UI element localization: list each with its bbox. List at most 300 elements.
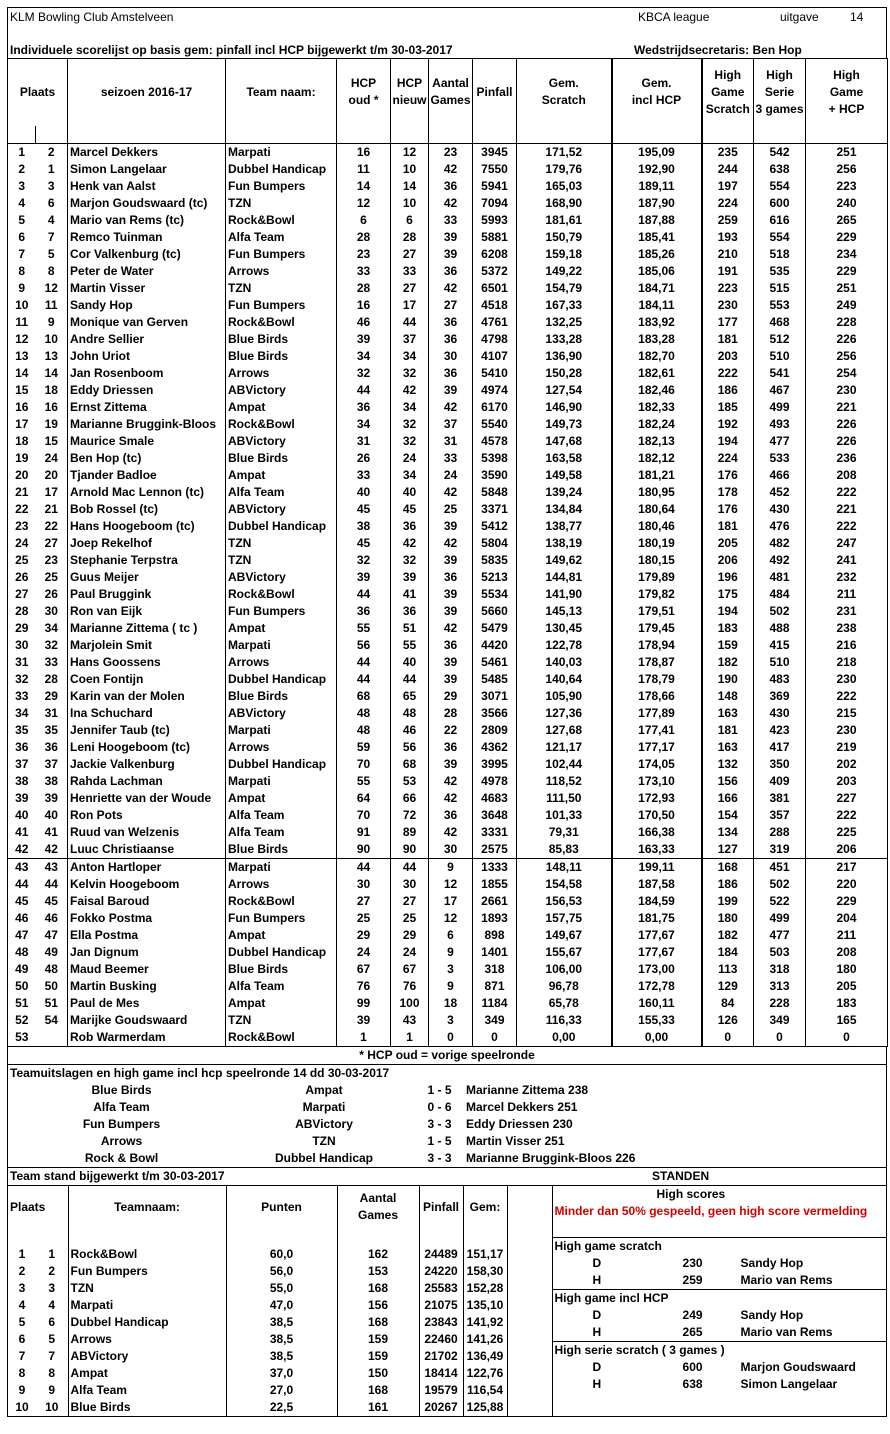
player-cell: 90: [391, 841, 429, 859]
player-cell: Alfa Team: [226, 824, 337, 841]
player-cell: 39: [429, 756, 473, 773]
player-cell: 554: [754, 229, 806, 246]
club-name: KLM Bowling Club Amstelveen: [10, 10, 174, 24]
player-cell: John Uriot: [68, 348, 226, 365]
player-cell: Fun Bumpers: [226, 603, 337, 620]
player-cell: 180,46: [612, 518, 702, 535]
player-cell: 177,17: [612, 739, 702, 756]
player-cell: 100: [391, 995, 429, 1012]
player-row: [8, 280, 888, 297]
high-score-cell: H: [592, 1376, 602, 1391]
team-row: [8, 1348, 507, 1365]
player-row: [8, 688, 888, 705]
team-cell: 6: [18, 1332, 26, 1346]
player-cell: 37: [8, 756, 36, 773]
player-cell: 4798: [473, 331, 517, 348]
player-cell: 192,90: [612, 161, 702, 178]
team-cell: 21075: [419, 1297, 463, 1314]
player-cell: 259: [702, 212, 754, 229]
player-cell: 227: [806, 790, 888, 807]
player-cell: 39: [429, 586, 473, 603]
standings-col-aantal-l2: Games: [358, 1208, 399, 1223]
player-cell: 36: [337, 603, 391, 620]
player-cell: Marpati: [226, 722, 337, 739]
player-cell: 27: [8, 586, 36, 603]
result-cell: Rock & Bowl: [84, 1150, 159, 1165]
player-cell: 178: [702, 484, 754, 501]
player-cell: 70: [337, 756, 391, 773]
player-cell: 170,50: [612, 807, 702, 824]
player-cell: ABVictory: [226, 569, 337, 586]
player-cell: Simon Langelaar: [68, 161, 226, 178]
player-cell: 106,00: [517, 961, 612, 978]
player-row: [8, 807, 888, 824]
player-cell: 29: [36, 688, 68, 705]
player-cell: 417: [754, 739, 806, 756]
player-cell: 52: [8, 1012, 36, 1029]
player-cell: Marjon Goudswaard (tc): [68, 195, 226, 212]
player-cell: 5412: [473, 518, 517, 535]
standings-col-aantal: [337, 1185, 419, 1229]
player-cell: 99: [337, 995, 391, 1012]
player-cell: 18: [429, 995, 473, 1012]
team-cell: 168: [337, 1314, 419, 1331]
col-gem-hcp: [612, 59, 702, 126]
player-cell: 230: [806, 722, 888, 739]
player-cell: Ampat: [226, 399, 337, 416]
player-cell: 430: [754, 501, 806, 518]
player-cell: 3648: [473, 807, 517, 824]
player-cell: 68: [337, 688, 391, 705]
player-row: [8, 893, 888, 910]
player-cell: 349: [473, 1012, 517, 1029]
player-cell: 76: [391, 978, 429, 995]
player-cell: 236: [806, 450, 888, 467]
player-cell: 211: [806, 586, 888, 603]
player-cell: Rock&Bowl: [226, 314, 337, 331]
player-cell: 232: [806, 569, 888, 586]
player-cell: 182,61: [612, 365, 702, 382]
player-cell: 5398: [473, 450, 517, 467]
team-cell: 7: [18, 1349, 26, 1363]
player-cell: 20: [8, 467, 36, 484]
player-cell: 34: [36, 620, 68, 637]
player-cell: 165,03: [517, 178, 612, 195]
player-cell: 6: [429, 927, 473, 944]
player-cell: 223: [806, 178, 888, 195]
player-row: [8, 620, 888, 637]
player-cell: Ampat: [226, 927, 337, 944]
col-hcp-nieuw-l2: nieuw: [392, 93, 427, 108]
player-row: [8, 705, 888, 722]
high-score-group-title: High game scratch: [553, 1237, 886, 1255]
player-cell: 33: [337, 467, 391, 484]
player-cell: 183,28: [612, 331, 702, 348]
result-cell: Marcel Dekkers 251: [466, 1099, 578, 1114]
player-cell: Blue Birds: [226, 961, 337, 978]
player-row: [8, 416, 888, 433]
player-cell: 180: [702, 910, 754, 927]
player-cell: 140,64: [517, 671, 612, 688]
player-cell: 166: [702, 790, 754, 807]
team-cell: 24489: [419, 1246, 463, 1263]
player-cell: 22: [429, 722, 473, 739]
player-cell: 238: [806, 620, 888, 637]
player-cell: 13: [8, 348, 36, 365]
high-score-cell: Sandy Hop: [740, 1307, 804, 1322]
team-cell: 24220: [419, 1263, 463, 1280]
player-cell: 205: [702, 535, 754, 552]
player-cell: 36: [429, 637, 473, 654]
col-team: Team naam:: [226, 59, 337, 126]
player-cell: 10: [391, 161, 429, 178]
player-cell: 28: [391, 229, 429, 246]
standings-col-pinfall: Pinfall: [419, 1185, 463, 1229]
team-cell: Alfa Team: [68, 1382, 226, 1399]
high-score-cell: 265: [682, 1324, 703, 1339]
player-cell: Faisal Baroud: [68, 893, 226, 910]
team-cell: Rock&Bowl: [68, 1246, 226, 1263]
player-cell: Arrows: [226, 654, 337, 671]
player-cell: 5485: [473, 671, 517, 688]
player-cell: Marpati: [226, 773, 337, 790]
team-cell: 1: [36, 1246, 68, 1263]
player-cell: 177,67: [612, 944, 702, 961]
player-row: [8, 773, 888, 790]
player-cell: 177: [702, 314, 754, 331]
player-cell: 199,11: [612, 858, 702, 876]
team-cell: 9: [18, 1383, 26, 1397]
player-cell: Arrows: [226, 263, 337, 280]
player-cell: 36: [337, 399, 391, 416]
player-cell: 48: [8, 944, 36, 961]
player-cell: 180,19: [612, 535, 702, 552]
player-cell: Jackie Valkenburg: [68, 756, 226, 773]
player-cell: Marpati: [226, 143, 337, 161]
team-cell: 47,0: [226, 1297, 337, 1314]
player-cell: 184: [702, 944, 754, 961]
team-cell: Ampat: [68, 1365, 226, 1382]
player-row: [8, 654, 888, 671]
player-cell: 229: [806, 263, 888, 280]
player-cell: 195,09: [612, 143, 702, 161]
player-cell: 42: [429, 824, 473, 841]
player-row: [8, 944, 888, 961]
player-cell: Marjolein Smit: [68, 637, 226, 654]
player-cell: 522: [754, 893, 806, 910]
player-cell: 32: [391, 365, 429, 382]
player-cell: 357: [754, 807, 806, 824]
player-cell: 182: [702, 654, 754, 671]
player-cell: 1401: [473, 944, 517, 961]
player-cell: 149,67: [517, 927, 612, 944]
player-cell: 30: [429, 348, 473, 365]
player-cell: 2575: [473, 841, 517, 859]
player-cell: 24: [36, 450, 68, 467]
player-cell: 5804: [473, 535, 517, 552]
player-cell: 44: [337, 671, 391, 688]
player-cell: 191: [702, 263, 754, 280]
player-cell: TZN: [226, 535, 337, 552]
player-cell: 21: [36, 501, 68, 518]
player-cell: Rock&Bowl: [226, 1029, 337, 1047]
col-hgs-l2: Game: [711, 84, 745, 99]
player-cell: 67: [391, 961, 429, 978]
player-cell: 16: [337, 143, 391, 161]
player-cell: Rob Warmerdam: [68, 1029, 226, 1047]
player-cell: 4974: [473, 382, 517, 399]
high-score-row: [553, 1324, 886, 1341]
player-cell: 468: [754, 314, 806, 331]
player-row: [8, 450, 888, 467]
player-cell: 32: [391, 416, 429, 433]
player-cell: 45: [36, 893, 68, 910]
col-hgh-l1: High: [833, 67, 860, 82]
player-cell: 3: [8, 178, 36, 195]
team-cell: 141,92: [463, 1314, 507, 1331]
player-cell: 34: [337, 348, 391, 365]
player-row: [8, 263, 888, 280]
player-cell: 12: [8, 331, 36, 348]
player-cell: 492: [754, 552, 806, 569]
col-hcp-oud-l2: oud *: [348, 93, 379, 108]
player-cell: 16: [8, 399, 36, 416]
player-cell: Blue Birds: [226, 331, 337, 348]
player-cell: 3590: [473, 467, 517, 484]
player-cell: 9: [429, 858, 473, 876]
player-cell: 11: [36, 297, 68, 314]
player-cell: 7: [36, 229, 68, 246]
player-cell: Ella Postma: [68, 927, 226, 944]
player-cell: 224: [702, 450, 754, 467]
col-hgs-l3: Scratch: [705, 101, 750, 116]
player-cell: 90: [337, 841, 391, 859]
player-cell: Rock&Bowl: [226, 586, 337, 603]
player-cell: 42: [429, 399, 473, 416]
player-cell: 47: [36, 927, 68, 944]
player-cell: 381: [754, 790, 806, 807]
player-cell: 22: [36, 518, 68, 535]
player-cell: 499: [754, 399, 806, 416]
player-cell: 39: [429, 246, 473, 263]
player-cell: 45: [391, 501, 429, 518]
player-cell: 27: [391, 280, 429, 297]
player-cell: 5540: [473, 416, 517, 433]
player-cell: 173,00: [612, 961, 702, 978]
player-cell: Marianne Bruggink-Bloos: [68, 416, 226, 433]
player-cell: 36: [391, 603, 429, 620]
player-cell: 42: [429, 484, 473, 501]
player-cell: 222: [806, 688, 888, 705]
player-cell: 5993: [473, 212, 517, 229]
player-cell: 12: [36, 280, 68, 297]
player-cell: 185,26: [612, 246, 702, 263]
team-cell: 125,88: [463, 1399, 507, 1416]
player-cell: 477: [754, 927, 806, 944]
player-cell: 0: [702, 1029, 754, 1047]
player-cell: 33: [391, 263, 429, 280]
header-row: [7, 7, 887, 25]
high-score-cell: Mario van Rems: [740, 1324, 833, 1339]
team-cell: 8: [36, 1365, 68, 1382]
player-cell: 251: [806, 143, 888, 161]
player-cell: 25: [337, 910, 391, 927]
player-cell: Martin Busking: [68, 978, 226, 995]
player-cell: 221: [806, 501, 888, 518]
player-cell: 49: [36, 944, 68, 961]
player-cell: 38: [337, 518, 391, 535]
player-cell: 17: [429, 893, 473, 910]
team-cell: Dubbel Handicap: [68, 1314, 226, 1331]
player-cell: 3945: [473, 143, 517, 161]
player-cell: 42: [429, 535, 473, 552]
player-cell: 179,82: [612, 586, 702, 603]
player-cell: 5: [8, 212, 36, 229]
player-cell: 220: [806, 876, 888, 893]
player-cell: 118,52: [517, 773, 612, 790]
team-cell: 2: [18, 1264, 26, 1278]
player-cell: 42: [391, 535, 429, 552]
player-cell: 24: [8, 535, 36, 552]
player-row: [8, 195, 888, 212]
player-cell: Arnold Mac Lennon (tc): [68, 484, 226, 501]
player-cell: 172,78: [612, 978, 702, 995]
player-row: [8, 722, 888, 739]
player-cell: 1: [8, 143, 36, 161]
player-cell: 41: [391, 586, 429, 603]
player-cell: 180,95: [612, 484, 702, 501]
high-score-cell: 230: [682, 1255, 703, 1270]
player-cell: 144,81: [517, 569, 612, 586]
player-cell: 32: [391, 433, 429, 450]
player-cell: 0: [754, 1029, 806, 1047]
player-cell: Remco Tuinman: [68, 229, 226, 246]
player-cell: 65: [391, 688, 429, 705]
player-cell: 177,41: [612, 722, 702, 739]
player-cell: Guus Meijer: [68, 569, 226, 586]
player-cell: 159: [702, 637, 754, 654]
player-cell: 216: [806, 637, 888, 654]
result-row: [8, 1099, 886, 1116]
result-cell: Fun Bumpers: [82, 1116, 161, 1131]
player-cell: Karin van der Molen: [68, 688, 226, 705]
player-cell: 181,75: [612, 910, 702, 927]
player-cell: 44: [36, 876, 68, 893]
player-cell: 14: [391, 178, 429, 195]
results-title: Teamuitslagen en high game incl hcp speelronde 14 dd 30-03-2017: [10, 1065, 390, 1080]
player-cell: 185,06: [612, 263, 702, 280]
player-cell: 26: [8, 569, 36, 586]
player-cell: 175: [702, 586, 754, 603]
result-cell: ABVictory: [295, 1116, 353, 1131]
player-cell: 39: [429, 229, 473, 246]
player-row: [8, 484, 888, 501]
player-cell: 251: [806, 280, 888, 297]
player-cell: 488: [754, 620, 806, 637]
player-cell: Arrows: [226, 876, 337, 893]
player-cell: 39: [36, 790, 68, 807]
standings-spacer: [508, 1185, 553, 1417]
player-cell: 5881: [473, 229, 517, 246]
player-cell: 481: [754, 569, 806, 586]
player-cell: Rock&Bowl: [226, 212, 337, 229]
player-cell: 149,22: [517, 263, 612, 280]
player-cell: 6: [36, 195, 68, 212]
player-cell: 318: [473, 961, 517, 978]
player-cell: 42: [36, 841, 68, 859]
player-cell: 12: [391, 143, 429, 161]
player-cell: Paul de Mes: [68, 995, 226, 1012]
player-row: [8, 671, 888, 688]
player-cell: 182,13: [612, 433, 702, 450]
player-cell: 138,77: [517, 518, 612, 535]
result-cell: Dubbel Handicap: [274, 1150, 373, 1165]
player-cell: 35: [8, 722, 36, 739]
player-cell: 542: [754, 143, 806, 161]
player-cell: 0: [806, 1029, 888, 1047]
standings-col-team: Teamnaam:: [68, 1185, 226, 1229]
player-cell: Monique van Gerven: [68, 314, 226, 331]
player-cell: 133,28: [517, 331, 612, 348]
player-cell: 15: [8, 382, 36, 399]
team-cell: 9: [36, 1382, 68, 1399]
player-cell: 179,51: [612, 603, 702, 620]
player-row: [8, 569, 888, 586]
player-cell: 12: [429, 910, 473, 927]
col-hs3-l3: 3 games: [755, 101, 804, 116]
player-cell: 163: [702, 739, 754, 756]
standings-header: [8, 1168, 886, 1185]
player-cell: 163,58: [517, 450, 612, 467]
player-cell: Rahda Lachman: [68, 773, 226, 790]
team-cell: 55,0: [226, 1280, 337, 1297]
player-row: [8, 331, 888, 348]
player-cell: Leni Hoogeboom (tc): [68, 739, 226, 756]
player-cell: 30: [36, 603, 68, 620]
player-cell: 510: [754, 348, 806, 365]
player-cell: 10: [8, 297, 36, 314]
player-cell: 3371: [473, 501, 517, 518]
col-gem-scratch-l1: Gem.: [548, 76, 579, 91]
result-row: [8, 1082, 886, 1099]
player-cell: 249: [806, 297, 888, 314]
standings-col-aantal-l1: Aantal: [359, 1191, 397, 1206]
team-cell: 18414: [419, 1365, 463, 1382]
player-cell: 168,90: [517, 195, 612, 212]
player-cell: 181,61: [517, 212, 612, 229]
player-cell: 30: [391, 876, 429, 893]
player-cell: 0: [473, 1029, 517, 1047]
col-seizoen: seizoen 2016-17: [68, 59, 226, 126]
player-cell: 2: [36, 143, 68, 161]
player-cell: 148: [702, 688, 754, 705]
player-cell: 149,73: [517, 416, 612, 433]
player-cell: 36: [429, 739, 473, 756]
player-cell: 42: [429, 773, 473, 790]
player-cell: 46: [391, 722, 429, 739]
player-cell: Ben Hop (tc): [68, 450, 226, 467]
player-cell: Blue Birds: [226, 348, 337, 365]
player-row: [8, 1029, 888, 1047]
player-cell: 39: [337, 1012, 391, 1029]
player-cell: 541: [754, 365, 806, 382]
team-cell: 2: [36, 1263, 68, 1280]
player-cell: 33: [337, 263, 391, 280]
team-cell: 150: [337, 1365, 419, 1382]
player-cell: 101,33: [517, 807, 612, 824]
result-cell: Blue Birds: [91, 1082, 152, 1097]
player-row: [8, 297, 888, 314]
